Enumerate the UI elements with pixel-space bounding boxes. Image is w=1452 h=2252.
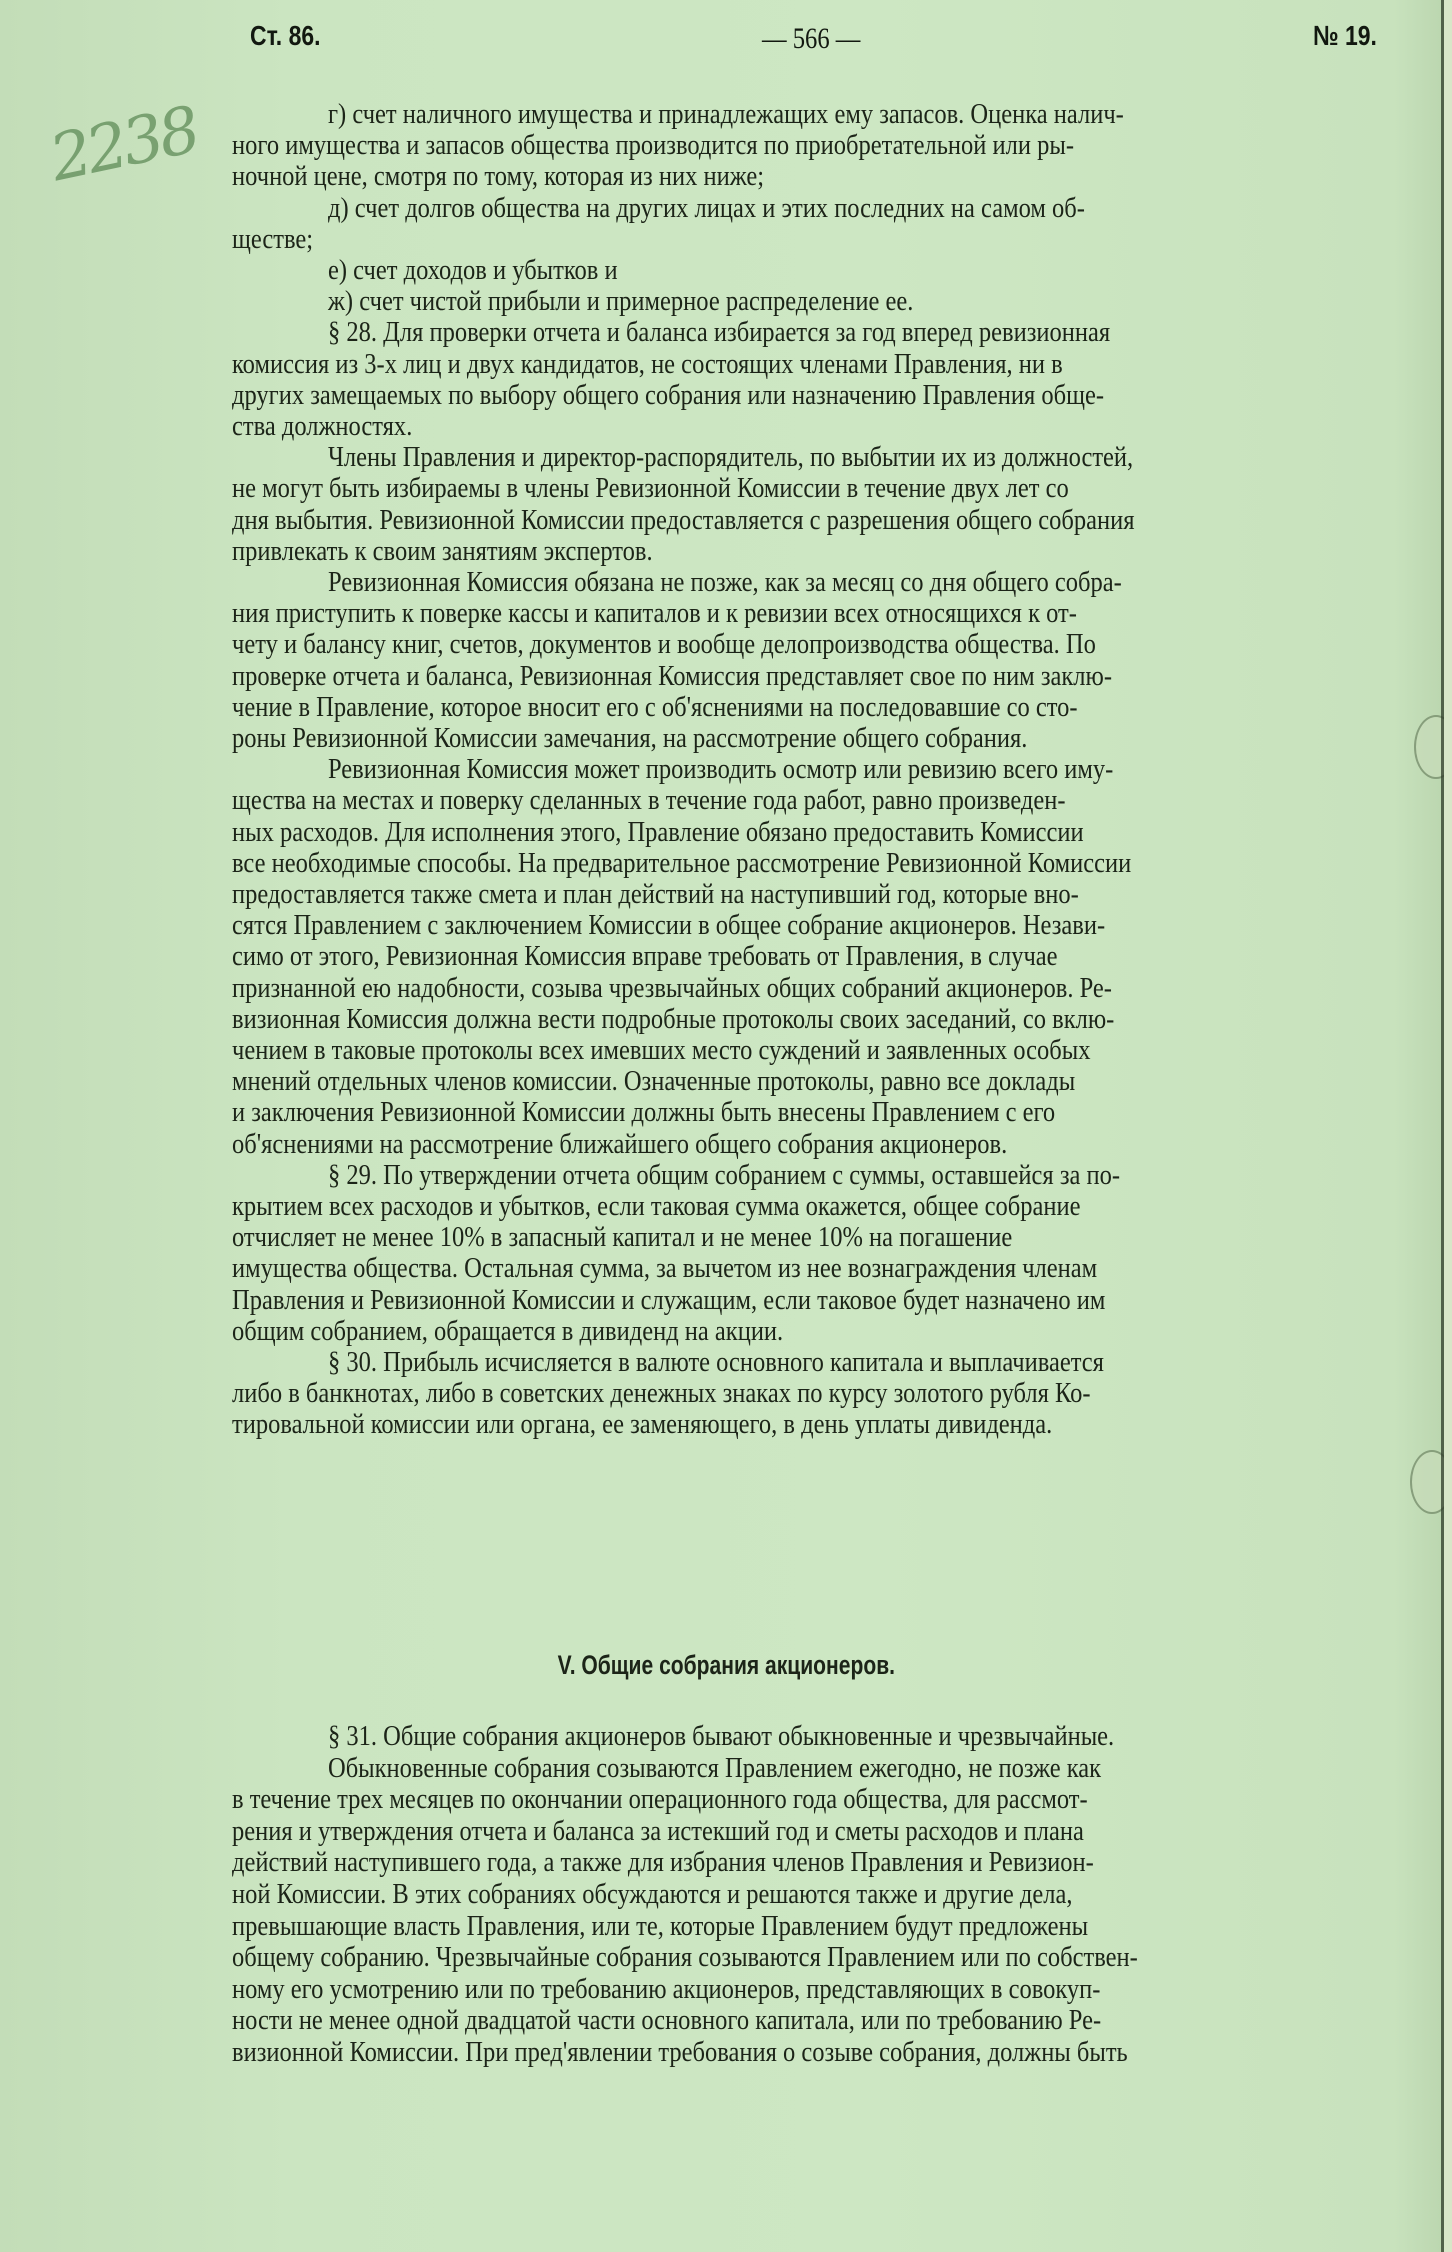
- text-line: ному его усмотрению или по требованию акционеров, представляющих в совокуп-: [232, 1973, 1101, 2005]
- text-line: чету и балансу книг, счетов, документов и вообще делопроизводства общества. По: [232, 629, 1096, 661]
- page-number: — 566 —: [762, 22, 861, 55]
- text-line: Члены Правления и директор-распорядитель, по выбытии их из должностей,: [328, 442, 1134, 474]
- text-line: сятся Правлением с заключением Комиссии в общее собрание акционеров. Незави-: [232, 910, 1106, 942]
- text-line: § 29. По утверждении отчета общим собранием с суммы, оставшейся за по-: [328, 1159, 1121, 1191]
- text-line: не могут быть избираемы в члены Ревизионной Комиссии в течение двух лет со: [232, 473, 1069, 505]
- text-line: и заключения Ревизионной Комиссии должны быть внесены Правлением с его: [232, 1097, 1056, 1129]
- text-line: действий наступившего года, а также для избрания членов Правления и Ревизион-: [232, 1847, 1094, 1879]
- text-line: ности не менее одной двадцатой части основного капитала, или по требованию Ре-: [232, 2005, 1102, 2037]
- section-heading: V. Общие собрания акционеров.: [557, 1650, 895, 1680]
- text-line: все необходимые способы. На предварительное рассмотрение Ревизионной Комиссии: [232, 847, 1132, 879]
- text-line: чением в таковые протоколы всех имевших место суждений и заявленных особых: [232, 1035, 1091, 1066]
- text-line: дня выбытия. Ревизионной Комиссии предоставляется с разрешения общего собрания: [232, 504, 1135, 536]
- text-line: предоставляется также смета и план действий на наступивший год, которые вно-: [232, 879, 1079, 910]
- text-line: § 31. Общие собрания акционеров бывают обыкновенные и чрезвычайные.: [328, 1721, 1115, 1752]
- text-line: Ревизионная Комиссия обязана не позже, как за месяц со дня общего собра-: [328, 567, 1122, 598]
- text-line: привлекать к своим занятиям экспертов.: [232, 535, 653, 567]
- text-line: об'яснениями на рассмотрение ближайшего общего собрания акционеров.: [232, 1128, 1008, 1160]
- text-line: других замещаемых по выбору общего собрания или назначению Правления обще-: [232, 379, 1105, 411]
- text-line: Обыкновенные собрания созываются Правлением ежегодно, не позже как: [328, 1752, 1102, 1784]
- text-line: превышающие власть Правления, или те, которые Правлением будут предложены: [232, 1910, 1089, 1942]
- text-line: рения и утверждения отчета и баланса за истекший год и сметы расходов и плана: [232, 1815, 1084, 1847]
- text-line: Ревизионная Комиссия может производить осмотр или ревизию всего иму-: [328, 754, 1114, 786]
- text-line: комиссия из 3-х лиц и двух кандидатов, не состоящих членами Правления, ни в: [232, 348, 1063, 380]
- text-line: д) счет долгов общества на других лицах и этих последних на самом об-: [328, 192, 1085, 224]
- text-line: общему собранию. Чрезвычайные собрания созываются Правлением или по собствен-: [232, 1942, 1138, 1974]
- text-line: мнений отдельных членов комиссии. Означенные протоколы, равно все доклады: [232, 1066, 1076, 1098]
- text-line: г) счет наличного имущества и принадлежащих ему запасов. Оценка налич-: [328, 99, 1124, 130]
- issue-number: № 19.: [1313, 20, 1377, 51]
- text-line: отчисляет не менее 10% в запасный капитал и не менее 10% на погашение: [232, 1222, 1013, 1254]
- text-line: ства должностях.: [232, 411, 413, 442]
- text-line: визионной Комиссии. При пред'явлении требования о созыве собрания, должны быть: [232, 2037, 1128, 2068]
- text-line: ного имущества и запасов общества производится по приобретательной или ры-: [232, 130, 1074, 162]
- text-line: ж) счет чистой прибыли и примерное распределение ее.: [328, 286, 914, 318]
- text-line: симо от этого, Ревизионная Комиссия вправе требовать от Правления, в случае: [232, 941, 1058, 973]
- text-line: крытием всех расходов и убытков, если таковая сумма окажется, общее собрание: [232, 1191, 1081, 1222]
- text-line: имущества общества. Остальная сумма, за вычетом из нее вознаграждения членам: [232, 1253, 1098, 1285]
- text-line: роны Ревизионной Комиссии замечания, на рассмотрение общего собрания.: [232, 723, 1028, 754]
- handwritten-page-number: 2238: [43, 93, 203, 197]
- text-line: ночной цене, смотря по тому, которая из них ниже;: [232, 161, 765, 193]
- text-line: § 30. Прибыль исчисляется в валюте основного капитала и выплачивается: [328, 1347, 1104, 1378]
- text-line: ных расходов. Для исполнения этого, Правление обязано предоставить Комиссии: [232, 816, 1084, 848]
- text-line: е) счет доходов и убытков и: [328, 255, 618, 286]
- text-line: щества на местах и поверку сделанных в течение года работ, равно произведен-: [232, 785, 1066, 817]
- text-line: чение в Правление, которое вносит его с об'яснениями на последовавшие со сто-: [232, 691, 1078, 723]
- text-line: визионная Комиссия должна вести подробные протоколы своих заседаний, со вклю-: [232, 1003, 1115, 1035]
- page-edge-strip: [1444, 0, 1452, 2252]
- text-line: общим собранием, обращается в дивиденд на акции.: [232, 1315, 784, 1347]
- text-line: Правления и Ревизионной Комиссии и служащим, если таковое будет назначено им: [232, 1284, 1106, 1316]
- text-line: проверке отчета и баланса, Ревизионная Комиссия представляет свое по ним заклю-: [232, 660, 1112, 692]
- text-line: либо в банкнотах, либо в советских денежных знаках по курсу золотого рубля Ко-: [232, 1378, 1091, 1410]
- article-number: Ст. 86.: [250, 20, 321, 51]
- text-line: в течение трех месяцев по окончании операционного года общества, для рассмот-: [232, 1784, 1088, 1816]
- text-line: ной Комиссии. В этих собраниях обсуждаются и решаются также и другие дела,: [232, 1879, 1073, 1910]
- text-line: ществе;: [232, 223, 314, 255]
- text-line: признанной ею надобности, созыва чрезвычайных общих собраний акционеров. Ре-: [232, 972, 1112, 1004]
- text-line: тировальной комиссии или органа, ее заменяющего, в день уплаты дивиденда.: [232, 1409, 1053, 1441]
- text-line: § 28. Для проверки отчета и баланса избирается за год вперед ревизионная: [328, 317, 1111, 349]
- text-line: ния приступить к поверке кассы и капиталов и к ревизии всех относящихся к от-: [232, 598, 1077, 630]
